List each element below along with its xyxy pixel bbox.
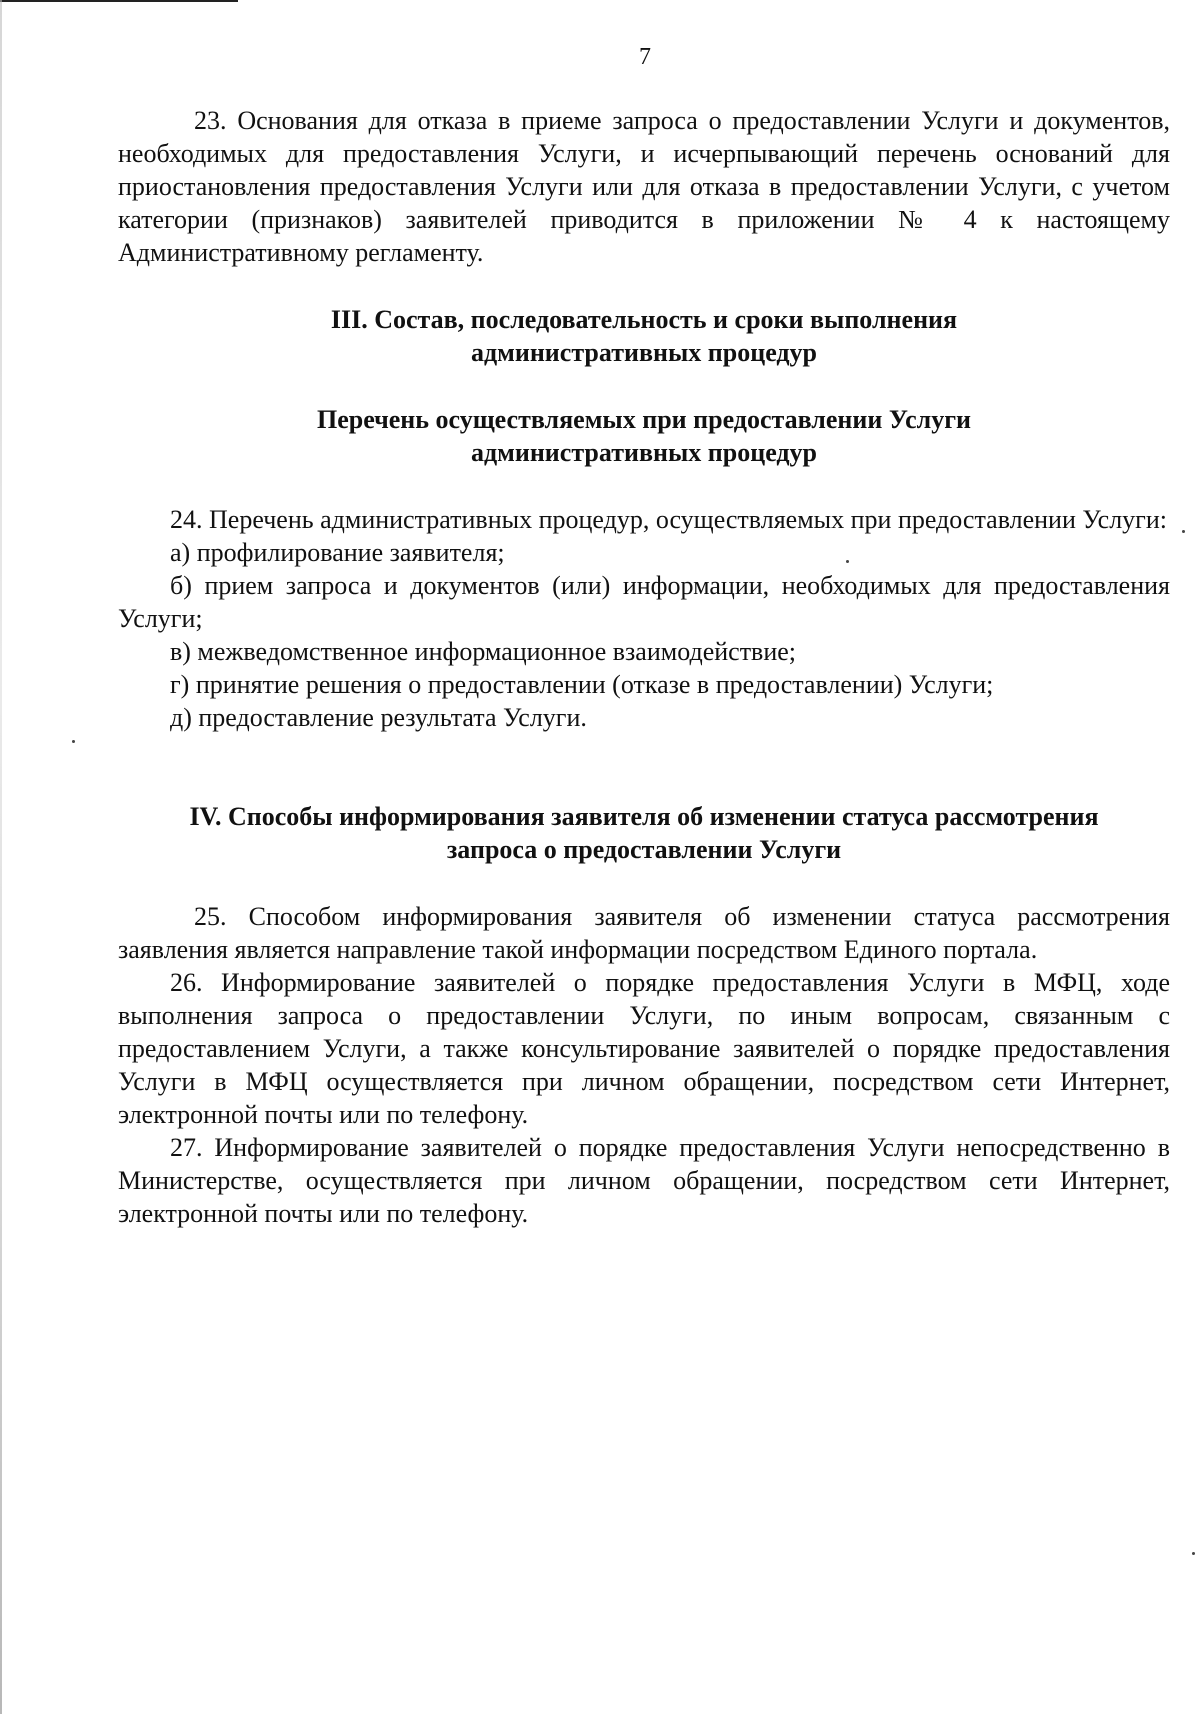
page-number: 7 [639,44,651,70]
spacer [118,734,1170,800]
list-item: д) предоставление результата Услуги. [170,703,587,732]
paragraph-26: 26. Информирование заявителей о порядке предоставления Услуги в МФЦ, ходе выполнения запроса о предоставлении Услуги, по иным вопросам, связанным с предоставлением Услуги, а также консультирование заявителей о порядке предоставления Услуги в МФЦ осуществляется при личном обращении, посредством сети Интернет, электронной почты или по телефону. [118,968,1170,1129]
paragraph-27: 27. Информирование заявителей о порядке предоставления Услуги непосредственно в Министерстве, осуществляется при личном обращении, посредством сети Интернет, электронной почты или по телефону. [118,1133,1170,1228]
paragraph-24: 24. Перечень административных процедур, осуществляемых при предоставлении Услуги: [170,505,1167,534]
paragraph-23: 23. Основания для отказа в приеме запроса о предоставлении Услуги и документов, необходимых для предоставления Услуги, и исчерпывающий перечень оснований для приостановления предоставления Услуги или для отказа в предоставлении Услуги, с учетом категории (признаков) заявителей приводится в приложении № 4 к настоящему Административному регламенту. [118,106,1170,267]
list-item: в) межведомственное информационное взаимодействие; [170,637,797,666]
scan-speck [846,560,849,563]
scan-speck [1182,530,1185,533]
spacer [118,269,1170,303]
scan-left-edge [0,0,2,1714]
spacer [118,469,1170,503]
section-heading-4-line1: IV. Способы информирования заявителя об изменении статуса рассмотрения [189,802,1099,831]
spacer [118,866,1170,900]
scan-border-line [0,0,238,2]
subsection-heading-line2: административных процедур [470,438,818,467]
section-heading-4-line2: запроса о предоставлении Услуги [446,835,842,864]
list-item: б) прием запроса и документов (или) информации, необходимых для предоставления Услуги; [118,571,1170,633]
list-item: г) принятие решения о предоставлении (отказе в предоставлении) Услуги; [170,670,994,699]
subsection-heading [118,403,1170,469]
spacer [118,369,1170,403]
section-heading-4 [118,800,1170,866]
section-heading-3-line2: административных процедур [470,338,818,367]
scan-speck [72,740,75,743]
subsection-heading-line1: Перечень осуществляемых при предоставлении Услуги [316,405,972,434]
section-heading-3 [118,303,1170,369]
section-heading-3-line1: III. Состав, последовательность и сроки выполнения [330,305,958,334]
list-item: а) профилирование заявителя; [170,538,505,567]
scan-speck [1192,1552,1195,1555]
paragraph-25: 25. Способом информирования заявителя об изменении статуса рассмотрения заявления является направление такой информации посредством Единого портала. [118,902,1170,964]
document-body [118,104,1170,1230]
